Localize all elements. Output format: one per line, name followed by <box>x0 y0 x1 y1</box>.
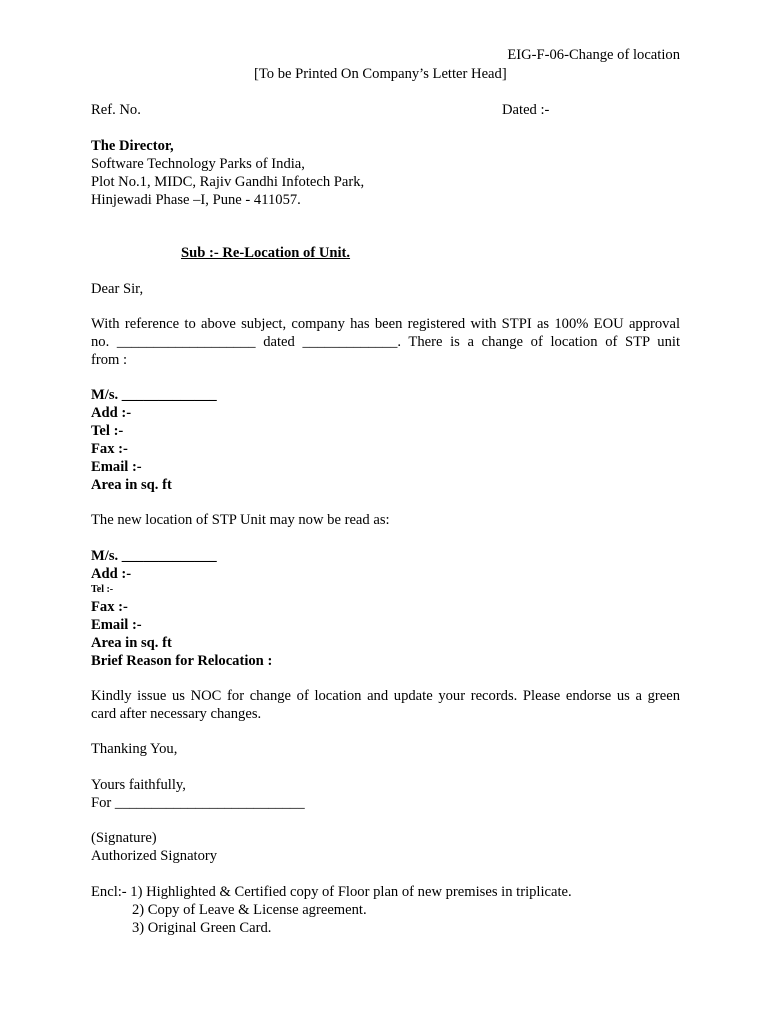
signatory-label: Authorized Signatory <box>91 848 218 864</box>
enclosure-item-2: 2) Copy of Leave & License agreement. <box>132 902 367 918</box>
closing-yours: Yours faithfully, <box>91 777 186 793</box>
old-ms-field: M/s. _____________ <box>91 387 217 403</box>
body-para-1-line-3: from : <box>91 352 128 368</box>
old-tel-field: Tel :- <box>91 423 124 439</box>
new-fax-field: Fax :- <box>91 599 128 615</box>
print-note: [To be Printed On Company’s Letter Head] <box>254 66 507 82</box>
new-email-field: Email :- <box>91 617 142 633</box>
body-para-1-line-1: With reference to above subject, company has been registered with STPI as 100% EOU approval <box>91 316 680 332</box>
old-area-field: Area in sq. ft <box>91 477 172 493</box>
body-para-1-line-2: no. ___________________ dated _____________. There is a change of location of STP unit <box>91 334 680 350</box>
form-code: EIG-F-06-Change of location <box>507 47 680 63</box>
new-add-field: Add :- <box>91 566 132 582</box>
addressee-line-3: Hinjewadi Phase –I, Pune - 411057. <box>91 192 301 208</box>
body-para-3-line-1: Kindly issue us NOC for change of location and update your records. Please endorse us a green <box>91 688 680 704</box>
ref-no: Ref. No. <box>91 102 141 118</box>
body-para-2: The new location of STP Unit may now be read as: <box>91 512 390 528</box>
signature-label: (Signature) <box>91 830 157 846</box>
enclosure-item-3: 3) Original Green Card. <box>132 920 272 936</box>
dated-label: Dated :- <box>502 102 550 118</box>
salutation: Dear Sir, <box>91 281 144 297</box>
closing-for: For __________________________ <box>91 795 305 811</box>
closing-thanks: Thanking You, <box>91 741 178 757</box>
addressee-title: The Director, <box>91 138 174 154</box>
new-area-field: Area in sq. ft <box>91 635 172 651</box>
old-email-field: Email :- <box>91 459 142 475</box>
addressee-line-2: Plot No.1, MIDC, Rajiv Gandhi Infotech Park, <box>91 174 365 190</box>
new-ms-field: M/s. _____________ <box>91 548 217 564</box>
body-para-3-line-2: card after necessary changes. <box>91 706 262 722</box>
subject-line: Sub :- Re-Location of Unit. <box>181 245 351 261</box>
old-fax-field: Fax :- <box>91 441 128 457</box>
relocation-reason-field: Brief Reason for Relocation : <box>91 653 273 669</box>
addressee-line-1: Software Technology Parks of India, <box>91 156 305 172</box>
old-add-field: Add :- <box>91 405 132 421</box>
new-tel-field: Tel :- <box>91 584 114 595</box>
enclosure-item-1: Encl:- 1) Highlighted & Certified copy of Floor plan of new premises in triplicate. <box>91 884 572 900</box>
